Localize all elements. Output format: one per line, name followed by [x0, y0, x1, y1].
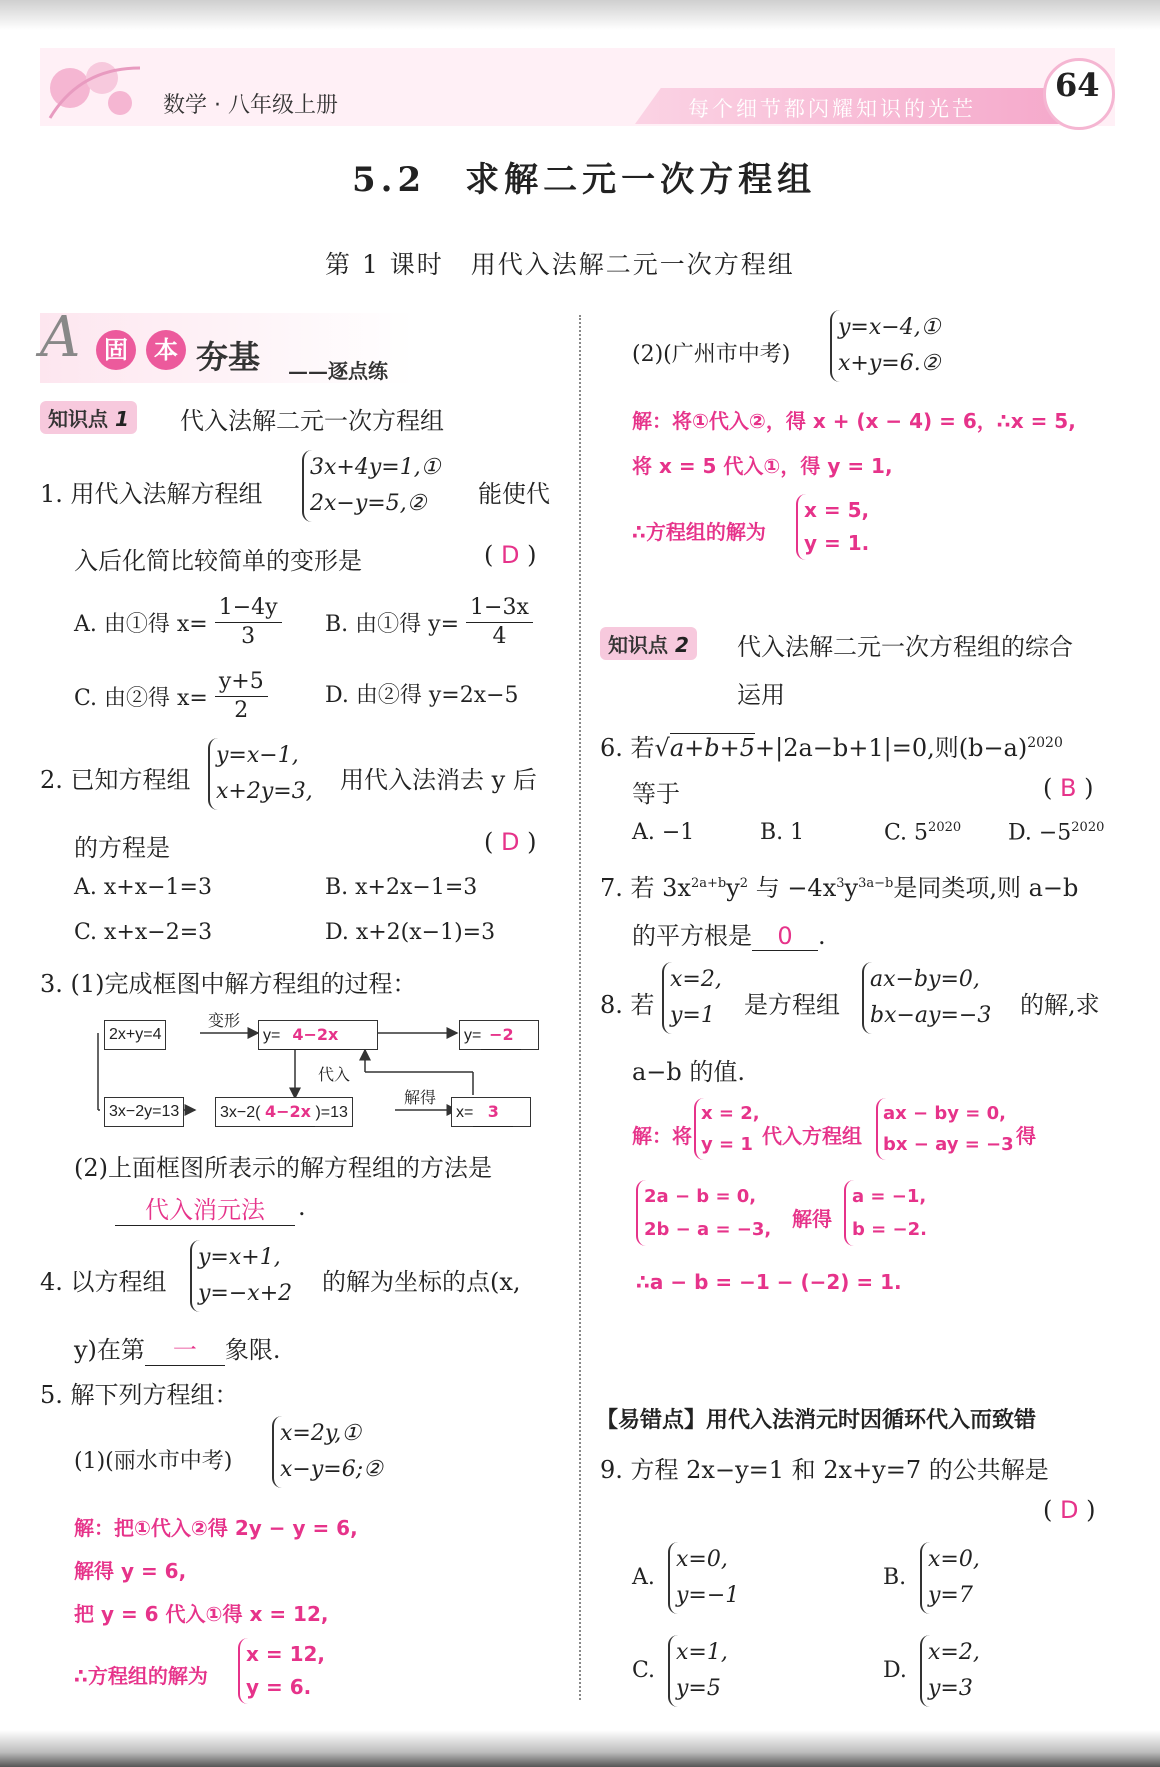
q2-stem-a: 2. 已知方程组	[40, 766, 191, 794]
q8-stem-b: 是方程组	[744, 991, 840, 1019]
q7-exp1: 2a+b	[690, 876, 727, 891]
q3-arrow1-label: 变形	[208, 1011, 241, 1030]
q4-system	[190, 1240, 292, 1312]
q9-answer-slot: ( D )	[1043, 1496, 1096, 1524]
q8-stem-a: 8. 若	[600, 991, 655, 1019]
q5-p2-label: (2)(广州市中考)	[632, 342, 791, 367]
q1-answer: D	[501, 541, 520, 569]
q3-box2-ans: 4−2x	[280, 1021, 350, 1050]
banner-sub: ——逐点练	[288, 359, 388, 383]
q4-answer: 一	[172, 1336, 197, 1364]
knowledge2-num: 2	[674, 633, 689, 657]
q8-s-g2: b = −2.	[852, 1219, 927, 1240]
q5-p2-sol3: ∴方程组的解为	[632, 520, 766, 544]
banner-letter: A	[40, 305, 81, 370]
q8-eq-system	[862, 962, 991, 1034]
q3-box5-post: )=13	[315, 1104, 348, 1121]
q7-stem-b: y	[726, 874, 740, 902]
q6-answer: B	[1060, 774, 1077, 802]
knowledge-title-2a: 代入法解二元一次方程组的综合	[737, 633, 1073, 661]
q6-option-d-exp: 2020	[1071, 820, 1105, 835]
q4-stem-c2: 象限.	[224, 1336, 281, 1364]
q5-p2-eq1: y=x−4,①	[838, 315, 941, 340]
q7-answer: 0	[777, 922, 793, 950]
q1-eq2: 2x−y=5,②	[310, 491, 427, 516]
q9-option-b	[920, 1542, 980, 1614]
q7-stem-e: 是同类项,则 a−b	[893, 874, 1079, 902]
q8-s-f2: 2b − a = −3,	[644, 1219, 772, 1240]
q8-s-f1: 2a − b = 0,	[644, 1186, 757, 1207]
q3-box2	[258, 1020, 378, 1050]
q3-stem-1: 3. (1)完成框图中解方程组的过程：	[40, 970, 417, 998]
q3-mid-label: 代入	[318, 1065, 351, 1084]
q8-e1: ax−by=0,	[870, 967, 980, 992]
page-number: 64	[1055, 66, 1100, 104]
q5-p1-sol3: 把 y = 6 代入①得 x = 12,	[74, 1602, 329, 1626]
knowledge-badge-1	[40, 401, 137, 434]
q6-stem-c: 等于	[632, 780, 680, 808]
q1-option-b-num: 1−3x	[466, 594, 533, 623]
q6-option-d	[1008, 820, 1104, 845]
q5-p2-eq2: x+y=6.②	[838, 351, 941, 376]
q9-option-c	[668, 1635, 728, 1707]
q6-exp: 2020	[1027, 735, 1063, 751]
q8-sol4: 解得	[792, 1207, 832, 1231]
q5-p2-r1: x = 5,	[804, 498, 870, 522]
q9-b1: x=0,	[928, 1547, 980, 1572]
q4-stem-a: 4. 以方程组	[40, 1268, 167, 1296]
knowledge-label: 知识点	[48, 407, 108, 431]
knowledge-title-2b: 运用	[737, 681, 785, 709]
q4-eq2: y=−x+2	[198, 1281, 293, 1306]
q5-p1-r2: y = 6.	[246, 1675, 312, 1699]
q1-option-a-text: A. 由①得 x=	[74, 612, 208, 637]
q8-s-c1: x = 2,	[701, 1103, 760, 1124]
q7-stem-f-text: 的平方根是	[632, 922, 752, 950]
bottom-shadow	[0, 1730, 1160, 1767]
q2-eq2: x+2y=3,	[216, 779, 313, 804]
q8-stem-c: 的解,求	[1020, 991, 1100, 1019]
knowledge-num: 1	[114, 407, 129, 431]
q2-answer: D	[501, 828, 520, 856]
q8-s-e2: bx − ay = −3	[883, 1134, 1014, 1155]
q8-sol-g	[844, 1180, 927, 1246]
q5-p1-sol2: 解得 y = 6,	[74, 1559, 187, 1583]
q3-box6-ans: 3	[473, 1098, 513, 1127]
q3-box5-ans: 4−2x	[260, 1098, 315, 1127]
lesson-title: 第 1 课时 用代入法解二元一次方程组	[325, 250, 795, 279]
q2-option-c: C. x+x−2=3	[74, 920, 213, 945]
q2-option-d: D. x+2(x−1)=3	[325, 920, 496, 945]
q6-sqrt: a+b+5	[669, 734, 755, 762]
q1-option-b-text: B. 由①得 y=	[325, 612, 460, 637]
q1-stem-b: 能使代	[478, 480, 550, 508]
q9-option-d	[920, 1635, 980, 1707]
q9-answer: D	[1060, 1496, 1079, 1524]
q9-b2: y=7	[928, 1583, 973, 1608]
q6-option-b: B. 1	[760, 820, 805, 845]
q8-sol3: 得	[1016, 1124, 1036, 1148]
q8-sol-eqs	[876, 1098, 1014, 1160]
q7-stem-c: 与 −4x	[748, 874, 837, 902]
header-subject: 数学 · 八年级上册	[163, 93, 338, 118]
q1-option-a-den: 3	[241, 624, 256, 649]
q1-option-b	[325, 594, 533, 651]
banner-title: 夯基	[196, 338, 261, 376]
q3-method: 代入消元法	[145, 1196, 265, 1224]
q3-box3-pre: y=	[464, 1027, 482, 1044]
knowledge-badge-2	[600, 627, 697, 660]
q6-option-c-exp: 2020	[928, 820, 962, 835]
q1-option-c-text: C. 由②得 x=	[74, 686, 208, 711]
q8-sol-cond	[694, 1098, 760, 1160]
q9-option-a	[668, 1542, 739, 1614]
q7-stem-d: y	[844, 874, 859, 902]
q9-option-b-label: B.	[883, 1565, 907, 1590]
q5-p2-sol2: 将 x = 5 代入①，得 y = 1,	[632, 454, 893, 478]
q8-sol-f	[636, 1180, 771, 1246]
q2-option-a: A. x+x−1=3	[74, 875, 212, 900]
q5-p1-eq1: x=2y,①	[280, 1421, 362, 1446]
q9-option-c-label: C.	[632, 1658, 656, 1683]
q1-option-a	[74, 594, 282, 651]
q2-system	[208, 738, 313, 810]
q5-p2-sol1: 解：将①代入②，得 x + (x − 4) = 6，∴x = 5,	[632, 409, 1076, 433]
q1-eq1: 3x+4y=1,①	[310, 455, 441, 480]
q2-answer-slot: ( D )	[484, 828, 537, 856]
banner-circle-1: 固	[96, 330, 136, 370]
q6-stem	[600, 728, 1063, 763]
q8-s-c2: y = 1	[701, 1134, 753, 1155]
q4-stem-c	[74, 1330, 281, 1366]
q8-sol1: 解：将	[632, 1124, 692, 1148]
q9-c1: x=1,	[676, 1640, 728, 1665]
q1-option-c-den: 2	[234, 698, 249, 723]
q1-answer-slot: ( D )	[484, 541, 537, 569]
q8-c2: y=1	[670, 1003, 715, 1028]
column-divider	[579, 315, 581, 1700]
q5-p1-system	[272, 1416, 383, 1488]
q6-answer-slot: ( B )	[1043, 774, 1094, 802]
q3-box1: 2x+y=4	[104, 1020, 166, 1050]
q2-stem-b: 用代入法消去 y 后	[340, 766, 537, 794]
q4-eq1: y=x+1,	[198, 1245, 281, 1270]
flower-ornament-icon	[40, 48, 150, 124]
knowledge-title-1: 代入法解二元一次方程组	[180, 407, 444, 435]
q4-stem-c1: y)在第	[74, 1336, 145, 1364]
q1-stem-c: 入后化简比较简单的变形是	[74, 547, 362, 575]
q5-p2-result	[796, 494, 869, 560]
q1-option-c	[74, 668, 268, 725]
q3-box3-ans: −2	[481, 1021, 521, 1050]
q1-stem-a: 1. 用代入法解方程组	[40, 480, 263, 508]
q7-exp2: 2	[739, 876, 749, 891]
knowledge2-label: 知识点	[608, 633, 668, 657]
q3-method-line	[115, 1190, 295, 1226]
q5-stem: 5. 解下列方程组：	[40, 1381, 239, 1409]
q8-stem-d: a−b 的值.	[632, 1058, 746, 1086]
q5-p1-label: (1)(丽水市中考)	[74, 1449, 233, 1474]
q7-stem	[600, 868, 1078, 903]
q9-a2: y=−1	[676, 1583, 740, 1608]
q9-a1: x=0,	[676, 1547, 728, 1572]
q8-s-e1: ax − by = 0,	[883, 1103, 1006, 1124]
sqrt-icon: √	[654, 734, 670, 762]
q6-stem-b: +|2a−b+1|=0,则(b−a)	[755, 734, 1028, 762]
q8-c1: x=2,	[670, 967, 722, 992]
q7-stem-a: 7. 若 3x	[600, 874, 691, 902]
q9-option-d-label: D.	[883, 1658, 907, 1683]
q6-option-c-text: C. 5	[884, 820, 929, 846]
q7-exp4: 3a−b	[858, 876, 894, 891]
q5-p1-sol1: 解：把①代入②得 2y − y = 6,	[74, 1516, 358, 1540]
q1-option-c-num: y+5	[215, 668, 268, 697]
q9-stem: 9. 方程 2x−y=1 和 2x+y=7 的公共解是	[600, 1456, 1049, 1484]
q5-p1-r1: x = 12,	[246, 1642, 326, 1666]
q5-p1-sol4: ∴方程组的解为	[74, 1664, 208, 1688]
q2-eq1: y=x−1,	[216, 743, 299, 768]
q3-period: .	[298, 1193, 306, 1221]
q7-exp3: 3	[836, 876, 845, 891]
q3-box4: 3x−2y=13	[104, 1097, 184, 1127]
q2-option-b: B. x+2x−1=3	[325, 875, 478, 900]
q6-option-d-text: D. −5	[1008, 820, 1072, 846]
q5-p1-eq2: x−y=6;②	[280, 1457, 383, 1482]
q8-s-g1: a = −1,	[852, 1186, 927, 1207]
q9-d2: y=3	[928, 1676, 973, 1701]
q7-stem-f: 的平方根是 0 .	[632, 922, 826, 950]
top-shadow	[0, 0, 1160, 30]
q3-box5	[215, 1097, 353, 1127]
error-point-title: 【易错点】用代入法消元时因循环代入而致错	[596, 1408, 1037, 1433]
q5-p2-system	[830, 310, 940, 382]
q9-option-a-label: A.	[632, 1565, 655, 1590]
q3-arrow2-label: 解得	[404, 1088, 437, 1107]
q5-p2-r2: y = 1.	[804, 531, 870, 555]
q8-sol2: 代入方程组	[762, 1124, 862, 1148]
q3-box2-pre: y=	[263, 1027, 281, 1044]
q3-box5-pre: 3x−2(	[220, 1104, 261, 1121]
q6-stem-a: 6. 若	[600, 734, 655, 762]
q5-p1-result	[238, 1638, 325, 1704]
q9-d1: x=2,	[928, 1640, 980, 1665]
q6-option-c	[884, 820, 961, 845]
q4-stem-b: 的解为坐标的点(x,	[322, 1268, 521, 1296]
q6-option-a: A. −1	[632, 820, 695, 845]
q2-stem-c: 的方程是	[74, 834, 170, 862]
q8-e2: bx−ay=−3	[870, 1003, 992, 1028]
q1-option-d: D. 由②得 y=2x−5	[325, 683, 519, 708]
q8-sol5: ∴a − b = −1 − (−2) = 1.	[636, 1270, 902, 1294]
q8-cond-system	[662, 962, 722, 1034]
header-slogan: 每个细节都闪耀知识的光芒	[688, 97, 976, 121]
q3-box6	[451, 1097, 531, 1127]
q3-box6-pre: x=	[456, 1104, 474, 1121]
q1-option-a-num: 1−4y	[215, 594, 282, 623]
q9-c2: y=5	[676, 1676, 721, 1701]
q1-system	[302, 450, 440, 522]
q1-option-b-den: 4	[492, 624, 507, 649]
q3-box3	[459, 1020, 539, 1050]
q3-stem-2: (2)上面框图所表示的解方程组的方法是	[74, 1154, 492, 1182]
banner-circle-2: 本	[146, 330, 186, 370]
section-title: 5.2 求解二元一次方程组	[352, 160, 817, 200]
